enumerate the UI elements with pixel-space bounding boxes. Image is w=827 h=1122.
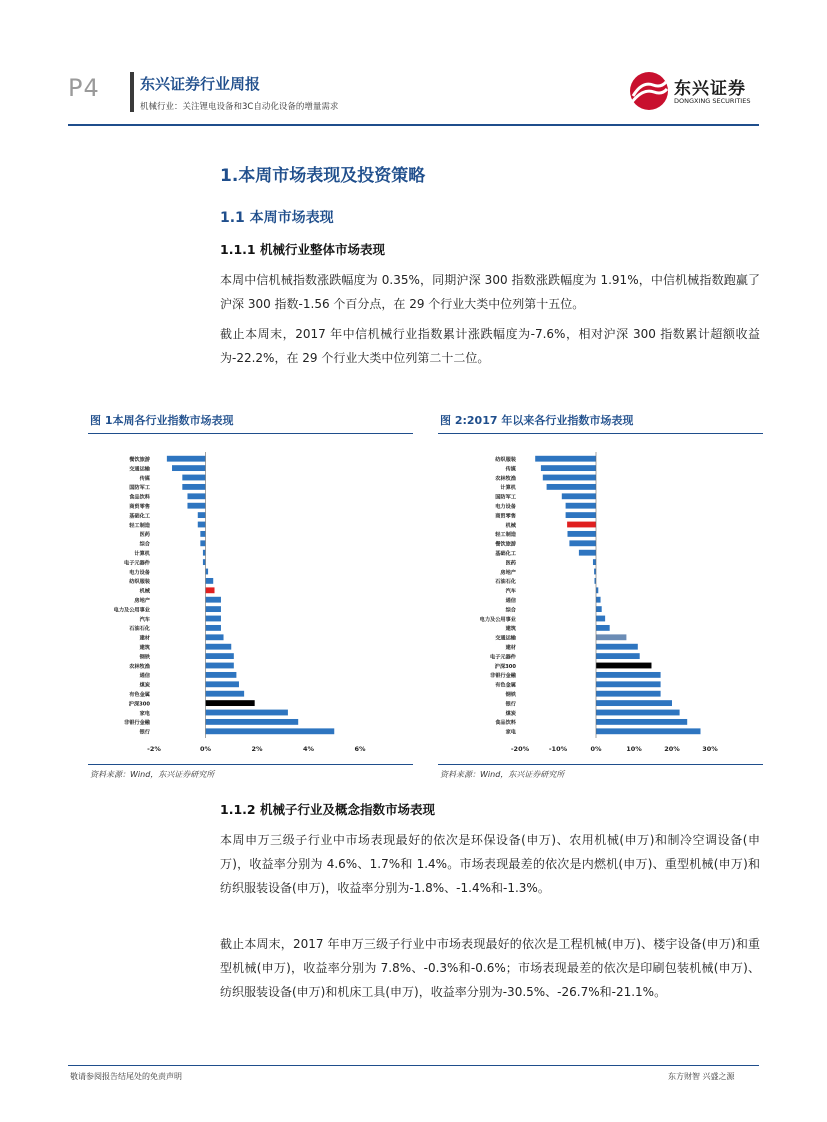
category-label: 食品饮料 [495, 720, 516, 727]
x-tick-label: 10% [626, 745, 642, 753]
bar-汽车 [596, 587, 598, 593]
category-label: 家电 [505, 729, 516, 736]
bar-医药 [593, 559, 596, 565]
bar-有色金属 [206, 691, 245, 697]
x-tick-label: -2% [147, 745, 161, 753]
bar-沪深300 [206, 700, 255, 706]
x-tick-label: -10% [548, 745, 568, 753]
bar-纺织服装 [535, 456, 596, 462]
bar-汽车 [206, 616, 221, 622]
bar-电力设备 [206, 569, 209, 575]
category-label: 钢铁 [505, 692, 516, 698]
category-label: 商贸零售 [495, 513, 516, 520]
category-label: 建筑 [505, 626, 516, 633]
x-tick-label: 0% [590, 745, 602, 753]
category-label: 轻工制造 [495, 532, 516, 539]
category-label: 轻工制造 [129, 522, 150, 529]
category-label: 建材 [505, 645, 516, 651]
footer-disclaimer: 敬请参阅报告结尾处的免责声明 [70, 1072, 182, 1081]
category-label: 汽车 [505, 588, 516, 595]
bar-传媒 [182, 475, 205, 481]
category-label: 汽车 [139, 616, 150, 623]
category-label: 房地产 [500, 569, 516, 576]
category-label: 农林牧渔 [129, 663, 150, 670]
bar-煤炭 [596, 710, 680, 716]
bar-交通运输 [172, 465, 205, 471]
header-rule [68, 124, 759, 126]
bar-电力及公用事业 [206, 606, 221, 612]
bar-钢铁 [206, 653, 234, 659]
bar-商贸零售 [187, 503, 205, 509]
bar-通信 [206, 672, 237, 678]
category-label: 基础化工 [495, 551, 516, 557]
bar-餐饮旅游 [167, 456, 206, 462]
figure-2-chart [438, 438, 763, 760]
category-label: 电力设备 [495, 504, 516, 510]
bar-食品饮料 [596, 719, 687, 725]
bar-交通运输 [596, 634, 626, 640]
bar-房地产 [206, 597, 221, 603]
bar-农林牧渔 [543, 475, 596, 481]
category-label: 电子元器件 [124, 560, 150, 567]
report-subtitle: 机械行业：关注锂电设备和3C自动化设备的增量需求 [140, 102, 339, 112]
category-label: 传媒 [139, 475, 150, 482]
bar-餐饮旅游 [569, 540, 596, 546]
category-label: 煤炭 [505, 710, 516, 717]
bar-机械 [206, 587, 215, 593]
bar-家电 [596, 728, 701, 734]
category-label: 有色金属 [129, 692, 150, 698]
category-label: 医药 [505, 560, 516, 567]
bar-国防军工 [562, 493, 596, 499]
category-label: 传媒 [505, 466, 516, 473]
bar-沪深300 [596, 663, 651, 669]
section-heading-1: 1.本周市场表现及投资策略 [220, 166, 426, 186]
paragraph-3: 本周申万三级子行业中市场表现最好的依次是环保设备(申万)、农用机械(申万)和制冷空调设备(申万)，收益率分别为 4.6%、1.7%和 1.4%。市场表现最差的依次是内燃机(申万)、重型机械(申万)和纺织服装设备(申万)，收益率分别为-1.8%、-1.4%和-1.3%。 [220, 833, 760, 895]
category-label: 电力设备 [129, 569, 150, 576]
figure-1-chart [88, 438, 413, 760]
x-tick-label: -20% [510, 745, 530, 753]
category-label: 综合 [505, 607, 516, 614]
category-label: 通信 [139, 673, 150, 680]
paragraph-4: 截止本周末，2017 年申万三级子行业中市场表现最好的依次是工程机械(申万)、楼宇设备(申万)和重型机械(申万)，收益率分别为 7.8%、-0.3%和-0.6%；市场表现最差的依次是印刷包装机械(申万)、纺织服装设备(申万)和机床工具(申万)，收益率分别为-30.5%、-26.7%和-21.1%。 [220, 937, 760, 999]
header-divider [130, 72, 134, 112]
section-heading-1-1: 1.1 本周市场表现 [220, 210, 334, 226]
paragraph-2: 截止本周末，2017 年中信机械行业指数累计涨跌幅度为-7.6%，相对沪深 300 指数累计超额收益为-22.2%，在 29 个行业大类中位列第二十二位。 [220, 327, 760, 365]
category-label: 非银行金融 [124, 720, 150, 727]
category-label: 基础化工 [129, 513, 150, 520]
bar-非银行金融 [206, 719, 299, 725]
category-label: 交通运输 [129, 466, 150, 473]
figure-1-rule [88, 433, 413, 434]
bar-建材 [206, 634, 224, 640]
figure-2-title: 图 2:2017 年以来各行业指数市场表现 [440, 414, 634, 427]
company-logo [628, 70, 758, 112]
bar-轻工制造 [198, 522, 206, 528]
bar-家电 [206, 710, 288, 716]
bar-钢铁 [596, 691, 661, 697]
x-tick-label: 4% [302, 745, 315, 753]
category-label: 建筑 [139, 645, 150, 651]
category-label: 建材 [139, 635, 150, 642]
bar-银行 [596, 700, 672, 706]
category-label: 交通运输 [495, 635, 516, 642]
bar-医药 [200, 531, 205, 537]
bar-建材 [596, 644, 638, 650]
bar-商贸零售 [566, 512, 596, 518]
bar-综合 [596, 606, 602, 612]
bar-电力及公用事业 [596, 616, 605, 622]
bar-国防军工 [182, 484, 205, 490]
category-label: 电力及公用事业 [113, 607, 150, 614]
bar-计算机 [547, 484, 596, 490]
bar-食品饮料 [187, 493, 205, 499]
category-label: 银行 [505, 701, 516, 708]
category-label: 国防军工 [129, 485, 150, 492]
bar-机械 [567, 522, 596, 528]
category-label: 通信 [505, 598, 516, 604]
bar-煤炭 [206, 681, 239, 687]
category-label: 电力及公用事业 [479, 616, 516, 623]
bar-基础化工 [579, 550, 596, 556]
bar-电子元器件 [596, 653, 640, 659]
category-label: 房地产 [134, 598, 150, 604]
category-label: 机械 [505, 522, 516, 529]
category-label: 农林牧渔 [495, 475, 516, 482]
category-label: 石油石化 [129, 626, 150, 633]
bar-综合 [200, 540, 205, 546]
paragraph-1: 本周中信机械指数涨跌幅度为 0.35%，同期沪深 300 指数涨跌幅度为 1.91%，中信机械指数跑赢了沪深 300 指数-1.56 个百分点，在 29 个行业大类中位列第十五位。 [220, 273, 760, 311]
x-tick-label: 2% [251, 745, 263, 753]
figure-1-source: 资料来源：Wind，东兴证券研究所 [90, 770, 215, 779]
footer-slogan: 东方财智 兴盛之源 [668, 1072, 735, 1081]
logo-text-en: DONGXING SECURITIES [674, 97, 751, 105]
category-label: 综合 [139, 541, 150, 548]
bar-传媒 [541, 465, 596, 471]
figure-2-bottom-rule [438, 764, 763, 765]
category-label: 餐饮旅游 [129, 457, 150, 463]
bar-通信 [596, 597, 601, 603]
bar-有色金属 [596, 681, 661, 687]
bar-电力设备 [566, 503, 596, 509]
category-label: 计算机 [500, 485, 516, 492]
category-label: 非银行金融 [490, 673, 516, 680]
category-label: 有色金属 [495, 682, 516, 689]
x-tick-label: 30% [702, 745, 718, 753]
bar-农林牧渔 [206, 663, 234, 669]
bar-建筑 [596, 625, 610, 631]
category-label: 纺织服装 [495, 457, 516, 463]
category-label: 机械 [139, 588, 150, 595]
category-label: 银行 [139, 729, 150, 736]
figure-1-title: 图 1本周各行业指数市场表现 [90, 414, 234, 427]
category-label: 国防军工 [495, 494, 516, 501]
category-label: 商贸零售 [129, 504, 150, 510]
category-label: 钢铁 [139, 654, 150, 661]
bar-纺织服装 [206, 578, 214, 584]
category-label: 纺织服装 [129, 579, 150, 586]
bar-轻工制造 [568, 531, 597, 537]
category-label: 医药 [139, 532, 150, 539]
category-label: 食品饮料 [129, 494, 150, 501]
x-tick-label: 6% [354, 745, 366, 753]
bar-银行 [206, 728, 335, 734]
footer-rule [68, 1065, 759, 1066]
category-label: 沪深300 [494, 663, 516, 670]
category-label: 沪深300 [128, 701, 150, 708]
bar-建筑 [206, 644, 232, 650]
figure-1-bottom-rule [88, 764, 413, 765]
bar-非银行金融 [596, 672, 661, 678]
logo-text-cn: 东兴证券 [674, 79, 746, 99]
category-label: 餐饮旅游 [495, 541, 516, 548]
category-label: 电子元器件 [490, 654, 516, 661]
category-label: 石油石化 [495, 579, 516, 586]
figure-2-rule [438, 433, 763, 434]
section-heading-1-1-2: 1.1.2 机械子行业及概念指数市场表现 [220, 802, 435, 817]
bar-基础化工 [198, 512, 206, 518]
category-label: 计算机 [134, 551, 150, 557]
bar-电子元器件 [203, 559, 206, 565]
section-heading-1-1-1: 1.1.1 机械行业整体市场表现 [220, 242, 385, 257]
x-tick-label: 0% [199, 745, 212, 753]
category-label: 煤炭 [139, 682, 150, 689]
page-number: P4 [68, 74, 100, 102]
figure-2-source: 资料来源：Wind，东兴证券研究所 [440, 770, 565, 779]
logo-icon [628, 71, 670, 111]
category-label: 家电 [139, 710, 150, 717]
report-name: 东兴证券行业周报 [140, 75, 261, 93]
bar-石油石化 [206, 625, 221, 631]
bar-计算机 [203, 550, 206, 556]
x-tick-label: 20% [664, 745, 680, 753]
